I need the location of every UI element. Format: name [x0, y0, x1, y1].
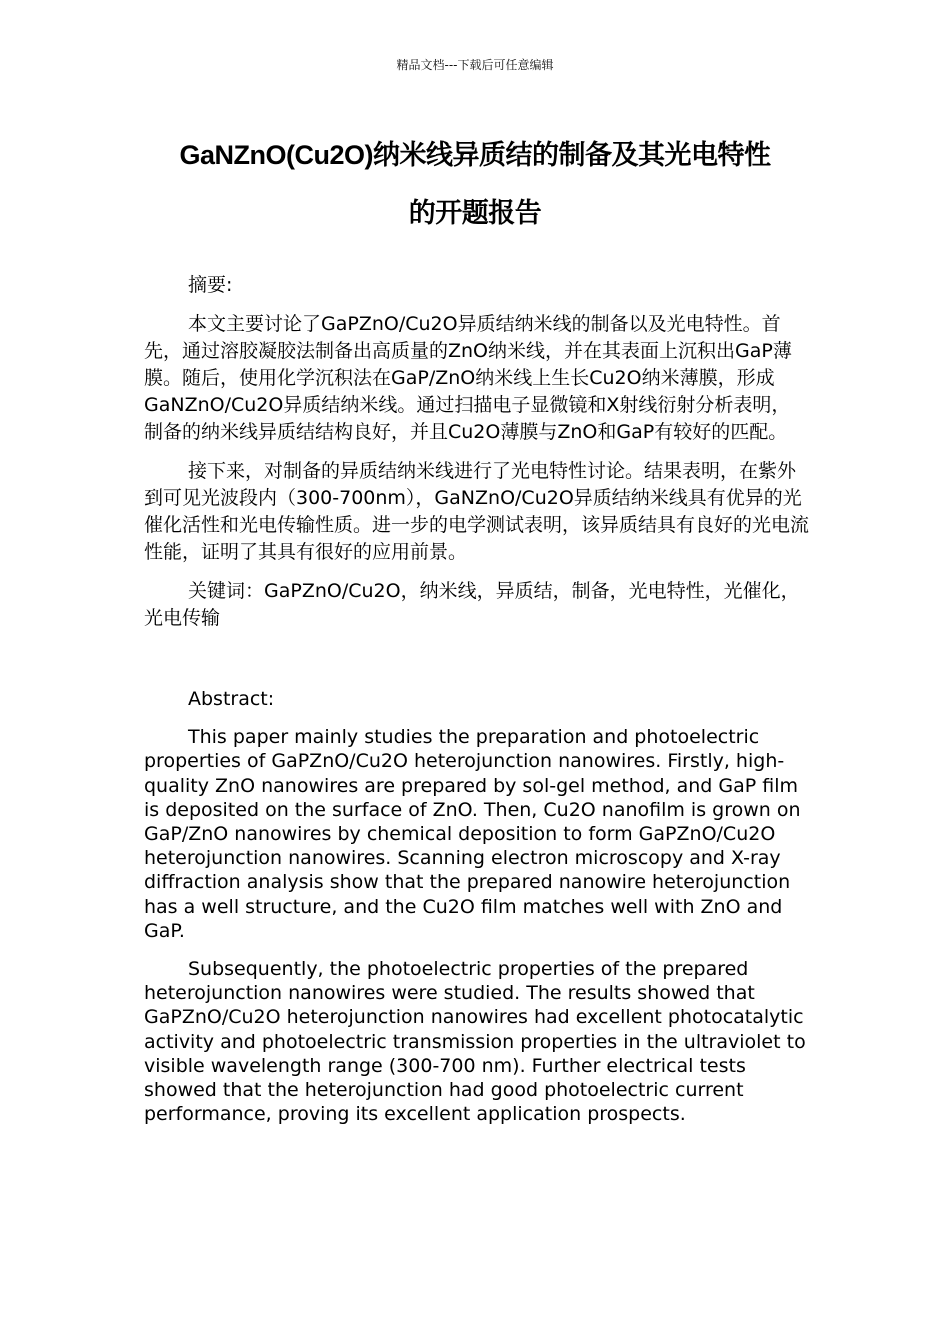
abstract-cn-paragraph-2: 接下来，对制备的异质结纳米线进行了光电特性讨论。结果表明，在紫外到可见光波段内（300-700nm），GaNZnO/Cu2O异质结纳米线具有优异的光催化活性和光电传输性质。进一步的电学测试表明，该异质结具有良好的光电流性能，证明了其具有很好的应用前景。 — [144, 460, 810, 563]
abstract-english — [144, 687, 814, 1140]
keywords: 关键词：GaPZnO/Cu2O，纳米线，异质结，制备，光电特性，光催化，光电传输 — [144, 580, 800, 629]
abstract-chinese — [144, 272, 809, 644]
header-watermark: 精品文档---下载后可任意编辑 — [396, 58, 554, 72]
page-title-line-2: 的开题报告 — [408, 198, 542, 228]
abstract-en-paragraph-2: Subsequently, the photoelectric properties of the prepared heterojunction nanowires were studied. The results showed that GaPZnO/Cu2O heterojunction nanowires had excellent photocatalytic activity and photoelectric transmission properties in the ultraviolet to visible wavelength range (300-700 nm). Further electrical tests showed that the heterojunction had good photoelectric current performance, proving its excellent application prospects. — [144, 958, 806, 1126]
abstract-en-heading: Abstract: — [188, 688, 275, 710]
page-title-line-1: GaNZnO(Cu2O)纳米线异质结的制备及其光电特性 — [179, 140, 771, 170]
abstract-en-paragraph-1: This paper mainly studies the preparation and photoelectric properties of GaPZnO/Cu2O heterojunction nanowires. Firstly, high-quality ZnO nanowires are prepared by sol-gel method, and GaP film is deposited on the surface of ZnO. Then, Cu2O nanofilm is grown on GaP/ZnO nanowires by chemical deposition to form GaPZnO/Cu2O heterojunction nanowires. Scanning electron microscopy and X-ray diffraction analysis show that the prepared nanowire heterojunction has a well structure, and the Cu2O film matches well with ZnO and GaP. — [144, 726, 801, 942]
abstract-cn-paragraph-1: 本文主要讨论了GaPZnO/Cu2O异质结纳米线的制备以及光电特性。首先，通过溶胶凝胶法制备出高质量的ZnO纳米线，并在其表面上沉积出GaP薄膜。随后，使用化学沉积法在GaP/ZnO纳米线上生长Cu2O纳米薄膜，形成GaNZnO/Cu2O异质结纳米线。通过扫描电子显微镜和X射线衍射分析表明，制备的纳米线异质结结构良好，并且Cu2O薄膜与ZnO和GaP有较好的匹配。 — [144, 313, 792, 443]
abstract-cn-heading: 摘要: — [188, 274, 233, 296]
